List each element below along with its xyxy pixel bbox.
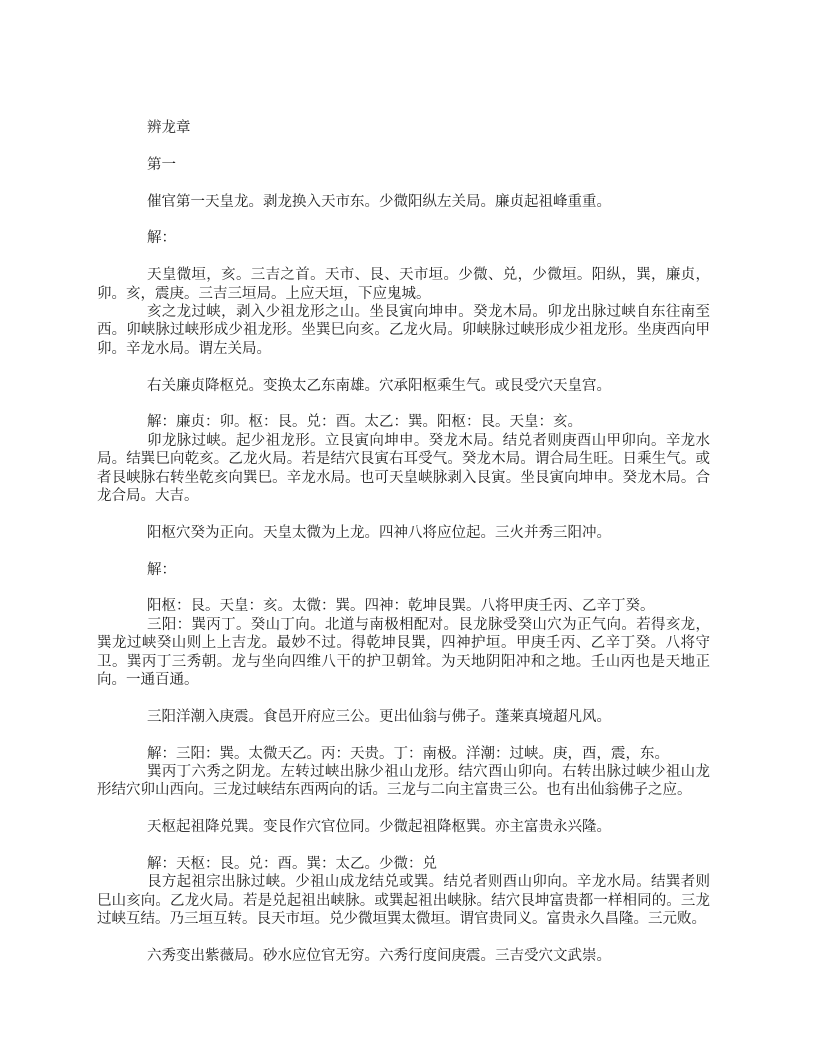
jie-paragraph: 解：廉贞：卯。枢：艮。兑：酉。太乙：巽。阳枢：艮。天皇：亥。 xyxy=(147,414,582,431)
verse-paragraph: 右关廉贞降枢兑。变换太乙东南雄。穴承阳枢乘生气。或艮受穴天皇宫。 xyxy=(147,377,611,394)
verse-paragraph: 天枢起祖降兑巽。变艮作穴官位同。少微起祖降枢巽。亦主富贵永兴隆。 xyxy=(147,819,611,836)
chapter-heading: 第一 xyxy=(147,156,176,173)
document-title: 辨龙章 xyxy=(147,120,191,136)
body-paragraph: 天皇微垣，亥。三吉之首。天市、艮、天市垣。少微、兑，少微垣。阳纵，巽，廉贞，卯。亥，震庚。三吉三垣局。上应天垣，下应鬼城。 xyxy=(97,267,710,302)
body-paragraph: 三阳：巽丙丁。癸山丁向。北道与南极相配对。艮龙脉受癸山穴为正气向。若得亥龙，巽龙过峡癸山则上上吉龙。最妙不过。得乾坤艮巽，四神护垣。甲庚壬丙、乙辛丁癸。八将守卫。巽丙丁三秀朝。龙与坐向四维八干的护卫朝耸。为天地阴阳冲和之地。壬山丙也是天地正向。一通百通。 xyxy=(97,616,710,689)
verse-paragraph: 三阳洋潮入庚震。食邑开府应三公。更出仙翁与佛子。蓬莱真境超凡风。 xyxy=(147,708,611,725)
jie-label: 解： xyxy=(147,561,176,578)
body-paragraph: 卯龙脉过峡。起少祖龙形。立艮寅向坤申。癸龙木局。结兑者则庚酉山甲卯向。辛龙水局。结巽巳向乾亥。乙龙火局。若是结穴艮寅右耳受气。癸龙木局。谓合局生旺。日乘生气。或者艮峡脉右转坐乾亥向巽巳。辛龙水局。也可天皇峡脉剥入艮寅。坐艮寅向坤申。癸龙木局。合龙合局。大吉。 xyxy=(97,432,710,505)
jie-paragraph: 解：三阳：巽。太微天乙。丙：天贵。丁：南极。洋潮：过峡。庚，酉，震，东。 xyxy=(147,745,669,762)
body-paragraph: 亥之龙过峡，剥入少祖龙形之山。坐艮寅向坤申。癸龙木局。卯龙出脉过峡自东往南至西。卯峡脉过峡形成少祖龙形。坐巽巳向亥。乙龙火局。卯峡脉过峡形成少祖龙形。坐庚西向甲卯。辛龙水局。谓左关局。 xyxy=(97,304,710,357)
body-paragraph: 阳枢：艮。天皇：亥。太微：巽。四神：乾坤艮巽。八将甲庚壬丙、乙辛丁癸。 xyxy=(147,598,655,615)
verse-paragraph: 催官第一天皇龙。剥龙换入天市东。少微阳纵左关局。廉贞起祖峰重重。 xyxy=(147,193,611,210)
jie-paragraph: 解：天枢：艮。兑：酉。巽：太乙。少微：兑 xyxy=(147,856,437,873)
verse-paragraph: 阳枢穴癸为正向。天皇太微为上龙。四神八将应位起。三火并秀三阳冲。 xyxy=(147,524,611,541)
body-paragraph: 艮方起祖宗出脉过峡。少祖山成龙结兑或巽。结兑者则酉山卯向。辛龙水局。结巽者则巳山亥向。乙龙火局。若是兑起祖出峡脉。或巽起祖出峡脉。结穴艮坤富贵都一样相同的。三龙过峡互结。乃三垣互转。艮天市垣。兑少微垣巽太微垣。谓官贵同义。富贵永久昌隆。三元败。 xyxy=(97,874,710,928)
jie-label: 解： xyxy=(147,230,176,247)
body-paragraph: 巽丙丁六秀之阴龙。左转过峡出脉少祖山龙形。结穴酉山卯向。右转出脉过峡少祖山龙形结穴卯山西向。三龙过峡结东西两向的话。三龙与二向主富贵三公。也有出仙翁佛子之应。 xyxy=(97,764,710,799)
verse-paragraph: 六秀变出紫薇局。砂水应位官无穷。六秀行度间庚震。三吉受穴文武崇。 xyxy=(147,948,611,965)
